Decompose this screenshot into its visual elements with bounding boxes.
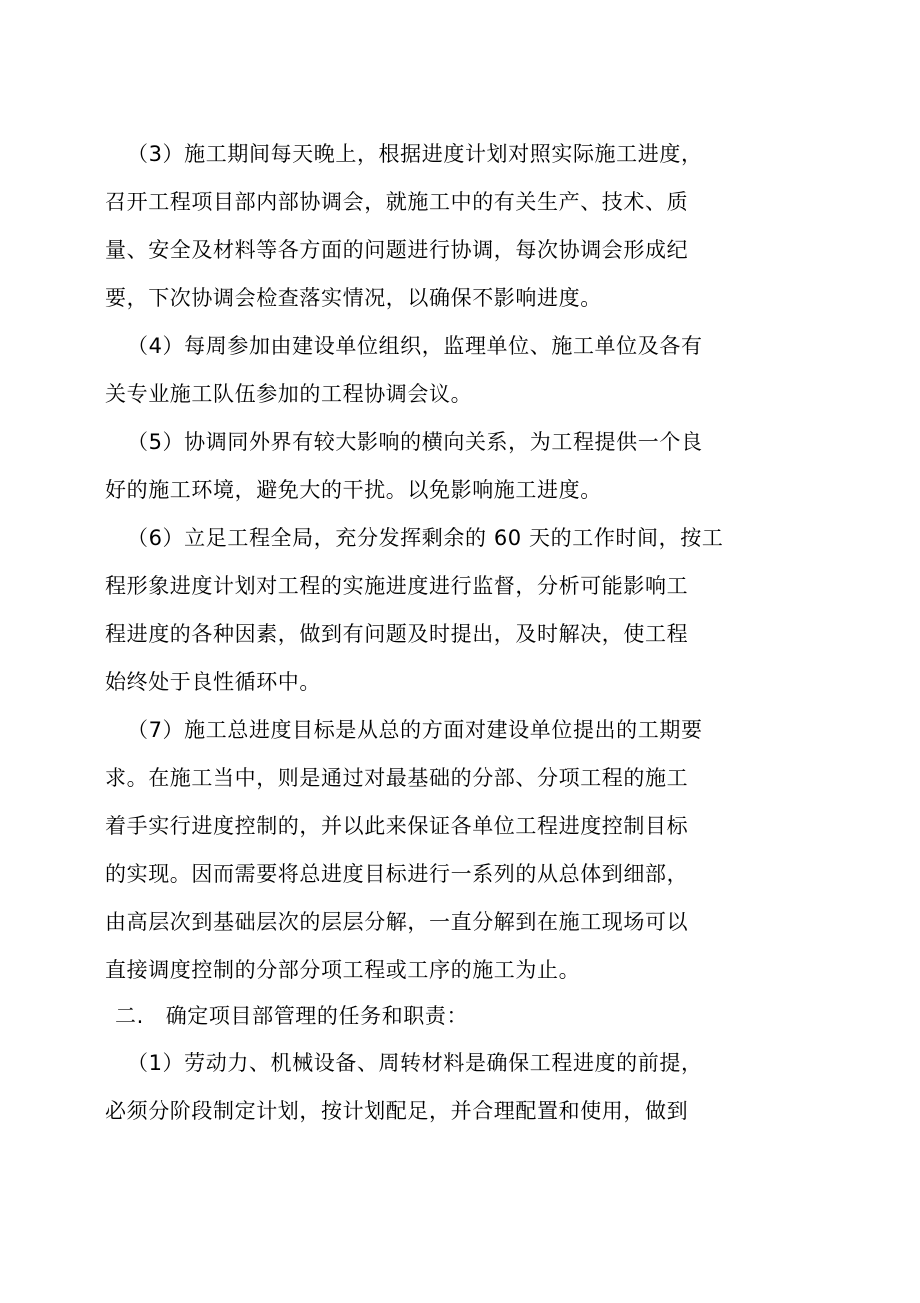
- paragraph-7-line-4: 的实现。因而需要将总进度目标进行一系列的从总体到细部，: [105, 862, 689, 886]
- paragraph-7-line-1: （7）施工总进度目标是从总的方面对建设单位提出的工期要: [127, 718, 703, 742]
- paragraph-6-line-3: 程进度的各种因素，做到有问题及时提出，及时解决，使工程: [105, 622, 689, 646]
- paragraph-5-line-2: 好的施工环境，避免大的干扰。以免影响施工进度。: [105, 478, 602, 502]
- paragraph-6-line-1: （6）立足工程全局，充分发挥剩余的 60 天的工作时间，按工: [127, 526, 724, 550]
- paragraph-1-line-1: （1）劳动力、机械设备、周转材料是确保工程进度的前提，: [127, 1051, 703, 1075]
- section-heading: 二. 确定项目部管理的任务和职责：: [115, 1004, 469, 1028]
- paragraph-4-line-2: 关专业施工队伍参加的工程协调会议。: [105, 382, 473, 406]
- paragraph-3-line-1: （3）施工期间每天晚上，根据进度计划对照实际施工进度，: [127, 142, 703, 166]
- paragraph-7-line-2: 求。在施工当中，则是通过对最基础的分部、分项工程的施工: [105, 766, 689, 790]
- paragraph-3-line-2: 召开工程项目部内部协调会，就施工中的有关生产、技术、质: [105, 190, 689, 214]
- paragraph-3-line-4: 要，下次协调会检查落实情况，以确保不影响进度。: [105, 286, 602, 310]
- paragraph-7-line-5: 由高层次到基础层次的层层分解，一直分解到在施工现场可以: [105, 910, 689, 934]
- paragraph-6-line-4: 始终处于良性循环中。: [105, 670, 321, 694]
- paragraph-4-line-1: （4）每周参加由建设单位组织，监理单位、施工单位及各有: [127, 334, 703, 358]
- paragraph-3-line-3: 量、安全及材料等各方面的问题进行协调，每次协调会形成纪: [105, 238, 689, 262]
- paragraph-6-line-2: 程形象进度计划对工程的实施进度进行监督，分析可能影响工: [105, 574, 689, 598]
- paragraph-7-line-3: 着手实行进度控制的，并以此来保证各单位工程进度控制目标: [105, 814, 689, 838]
- paragraph-5-line-1: （5）协调同外界有较大影响的横向关系，为工程提供一个良: [127, 430, 703, 454]
- paragraph-7-line-6: 直接调度控制的分部分项工程或工序的施工为止。: [105, 958, 581, 982]
- paragraph-1-line-2: 必须分阶段制定计划，按计划配足，并合理配置和使用，做到: [105, 1099, 689, 1123]
